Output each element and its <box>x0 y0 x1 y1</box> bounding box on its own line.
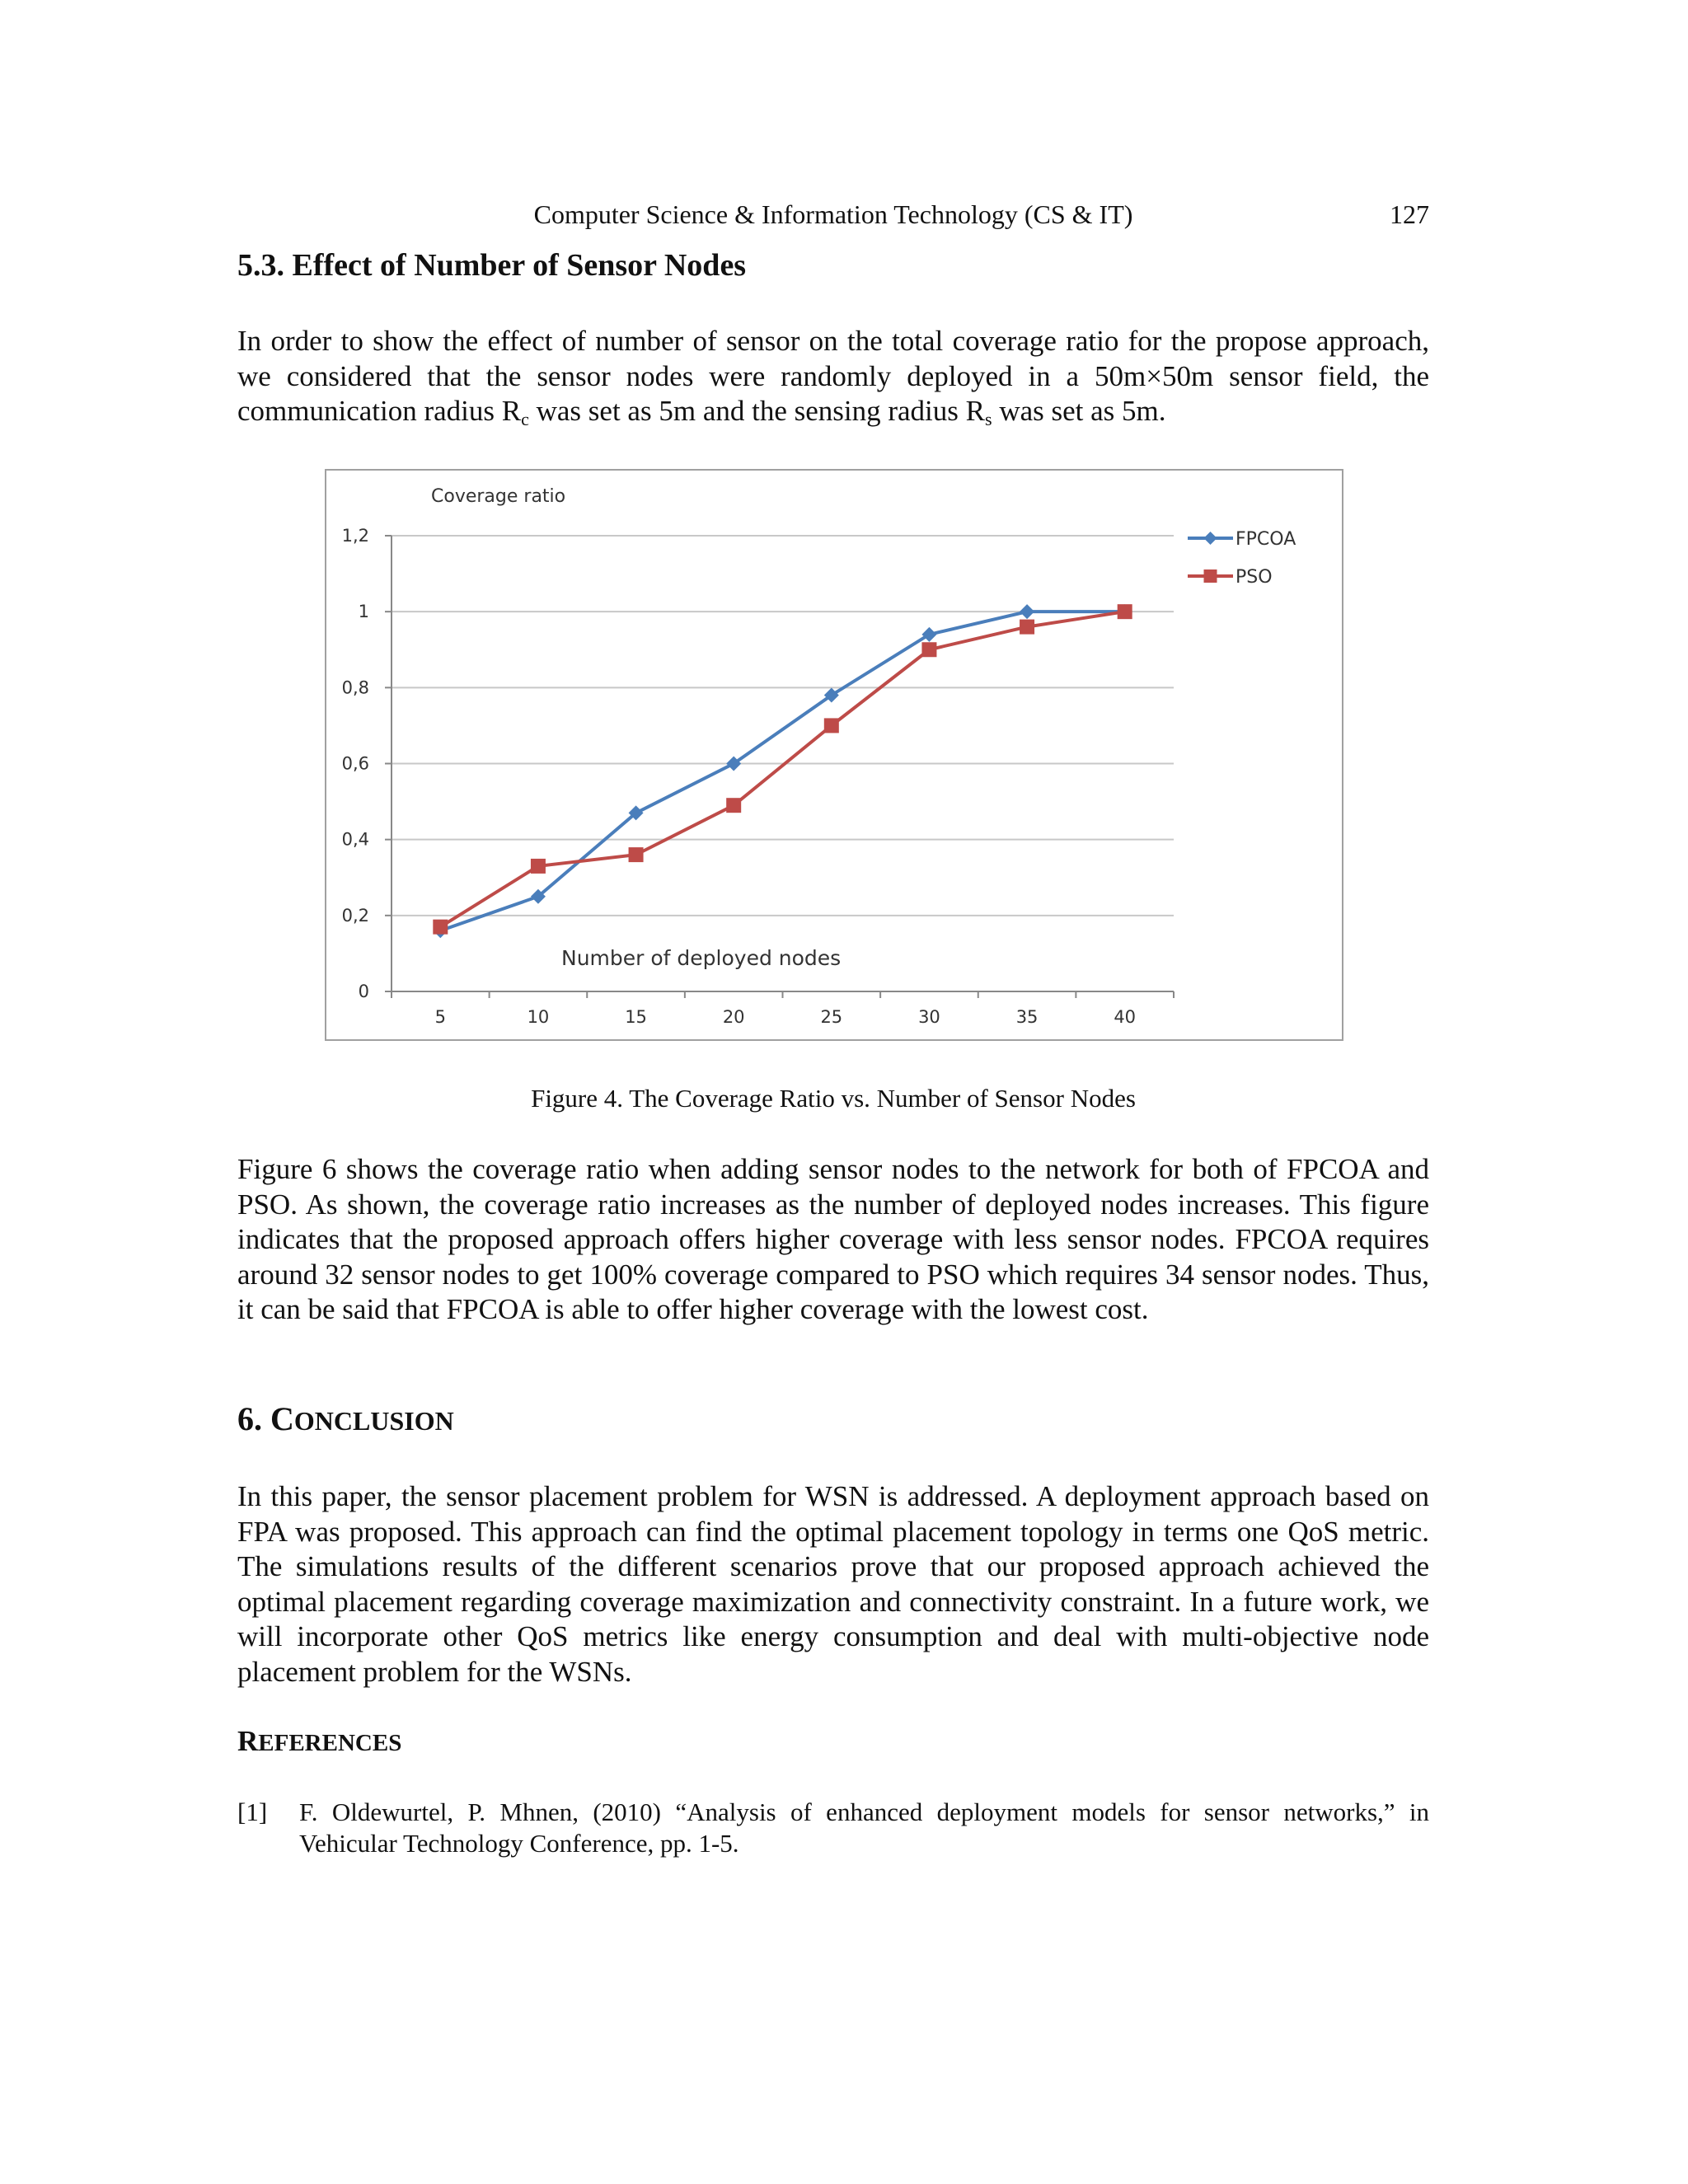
conclusion-heading-number: 6. C <box>237 1400 294 1437</box>
series-line-pso <box>440 612 1124 926</box>
y-tick-label: 0,6 <box>341 753 369 774</box>
y-tick-label: 0,4 <box>341 829 369 850</box>
data-point-pso <box>824 718 839 733</box>
x-tick-label: 30 <box>918 1007 940 1027</box>
conclusion-paragraph: In this paper, the sensor placement problem for WSN is addressed. A deployment approach based on FPA was proposed. This approach can find the optimal placement topology in terms one QoS metric. The simulations results of the different scenarios prove that our proposed approach achieved the optimal placement regarding coverage maximization and connectivity constraint. In a future work, we will incorporate other QoS metrics like energy consumption and deal with multi-objective node placement problem for the WSNs. <box>237 1480 1429 1688</box>
discussion-paragraph: Figure 6 shows the coverage ratio when adding sensor nodes to the network for both of FPCOA and PSO. As shown, the coverage ratio increases as the number of deployed nodes increases. This figure indicates that the proposed approach offers higher coverage with less sensor nodes. FPCOA requires around 32 sensor nodes to get 100% coverage compared to PSO which requires 34 sensor nodes. Thus, it can be said that FPCOA is able to offer higher coverage with the lowest cost. <box>237 1153 1429 1325</box>
section-5-3-paragraph <box>237 324 1429 429</box>
references-heading-first: R <box>237 1725 259 1757</box>
subscript-c: c <box>521 409 529 429</box>
legend-marker-fpcoa <box>1204 532 1217 545</box>
legend-marker-pso <box>1204 569 1217 583</box>
subscript-s: s <box>985 409 992 429</box>
legend-label-fpcoa: FPCOA <box>1236 529 1296 550</box>
x-tick-label: 20 <box>722 1007 745 1027</box>
data-point-pso <box>1020 620 1034 635</box>
data-point-pso <box>531 859 546 874</box>
page-header <box>237 194 1429 234</box>
data-point-fpcoa <box>921 627 936 642</box>
y-tick-label: 1,2 <box>341 526 369 546</box>
x-tick-label: 25 <box>820 1007 843 1027</box>
data-point-pso <box>1118 604 1132 619</box>
y-tick-label: 1 <box>358 602 369 622</box>
conclusion-heading-rest: ONCLUSION <box>293 1406 454 1436</box>
references-heading-rest: EFERENCES <box>258 1730 402 1756</box>
chart-title: Coverage ratio <box>431 486 566 507</box>
chart-gridlines <box>392 536 1174 916</box>
x-axis-label: Number of deployed nodes <box>561 946 842 970</box>
x-tick-label: 10 <box>527 1007 550 1027</box>
page-number: 127 <box>1390 199 1429 229</box>
x-tick-label: 5 <box>434 1007 446 1027</box>
data-point-pso <box>921 642 936 657</box>
y-tick-label: 0,2 <box>341 905 369 926</box>
legend-label-pso: PSO <box>1236 567 1273 588</box>
chart-series <box>433 604 1132 938</box>
data-point-pso <box>433 920 448 935</box>
para-text-b: was set as 5m and the sensing radius R <box>528 395 985 427</box>
figure-caption: Figure 4. The Coverage Ratio vs. Number of Sensor Nodes <box>531 1084 1136 1113</box>
para-text-c: was set as 5m. <box>992 395 1166 427</box>
coverage-chart <box>325 469 1343 1041</box>
data-point-fpcoa <box>1020 604 1034 619</box>
references-heading <box>237 1725 401 1758</box>
x-tick-label: 15 <box>625 1007 647 1027</box>
para-text-a: In order to show the effect of number of sensor on the total coverage ratio for the propose approach, we considered that the sensor nodes were randomly deployed in a 50m×50m sensor field, the communication radius R <box>237 325 1429 427</box>
reference-text: F. Oldewurtel, P. Mhnen, (2010) “Analysis of enhanced deployment models for sensor networks,” in Vehicular Technology Conference, pp. 1-5. <box>299 1797 1429 1858</box>
x-tick-label: 40 <box>1114 1007 1137 1027</box>
series-line-fpcoa <box>440 612 1124 930</box>
y-tick-label: 0,8 <box>341 677 369 698</box>
conclusion-heading <box>237 1399 454 1438</box>
chart-legend <box>1188 529 1296 588</box>
x-tick-label: 35 <box>1015 1007 1039 1027</box>
chart-svg <box>326 471 1342 1039</box>
running-head: Computer Science & Information Technology (CS & IT) <box>533 199 1133 229</box>
data-point-pso <box>629 847 644 862</box>
section-5-3-heading: 5.3. Effect of Number of Sensor Nodes <box>237 248 747 283</box>
reference-item <box>237 1797 1429 1859</box>
reference-number: [1] <box>237 1797 268 1826</box>
data-point-pso <box>726 798 741 813</box>
y-tick-label: 0 <box>358 982 369 1001</box>
